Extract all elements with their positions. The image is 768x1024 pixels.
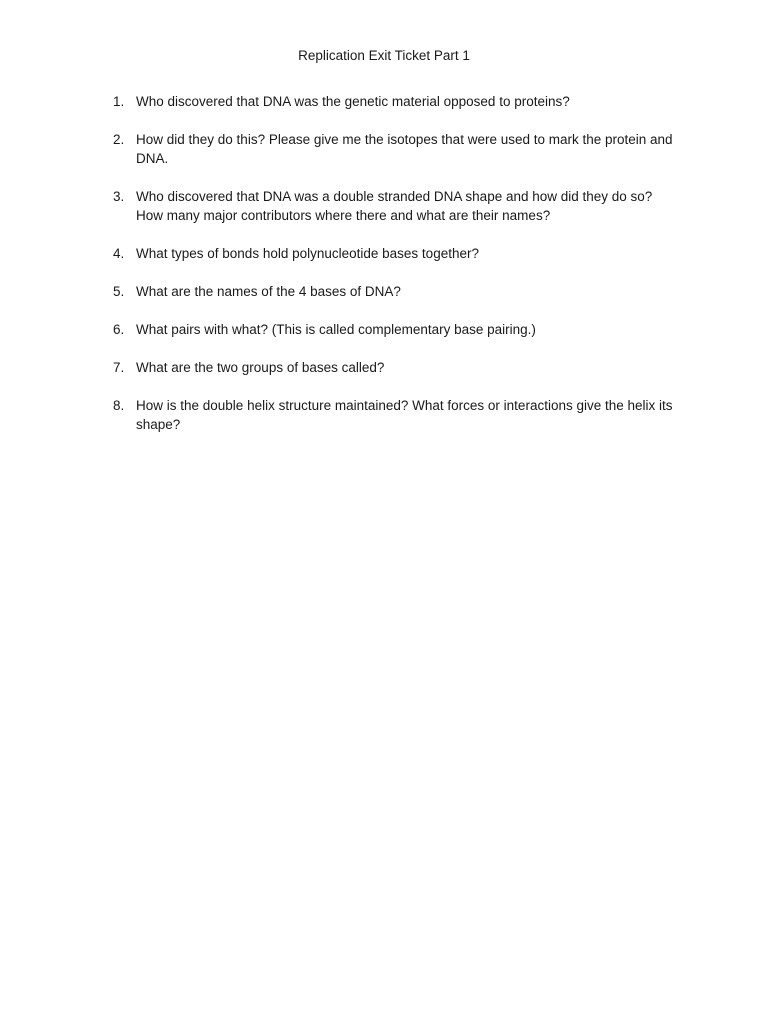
question-number: 8.	[113, 398, 125, 413]
document-title: Replication Exit Ticket Part 1	[298, 48, 470, 63]
question-item-1	[110, 92, 680, 111]
question-number: 3.	[113, 189, 125, 204]
question-number: 2.	[113, 132, 125, 147]
question-item-8	[110, 396, 680, 434]
question-item-2	[110, 130, 680, 168]
question-number: 1.	[113, 94, 125, 109]
question-text: How is the double helix structure maintained? What forces or interactions give the helix its shape?	[136, 398, 673, 432]
question-text: What are the two groups of bases called?	[136, 360, 385, 375]
question-item-5	[110, 282, 680, 301]
question-item-3	[110, 187, 680, 225]
question-text: What are the names of the 4 bases of DNA?	[136, 284, 401, 299]
question-text: What types of bonds hold polynucleotide bases together?	[136, 246, 479, 261]
question-item-7	[110, 358, 680, 377]
question-text: Who discovered that DNA was the genetic material opposed to proteins?	[136, 94, 570, 109]
question-number: 7.	[113, 360, 125, 375]
question-number: 6.	[113, 322, 125, 337]
question-text: How did they do this? Please give me the isotopes that were used to mark the protein and DNA.	[136, 132, 673, 166]
question-number: 5.	[113, 284, 125, 299]
question-text: What pairs with what? (This is called complementary base pairing.)	[136, 322, 536, 337]
question-number: 4.	[113, 246, 125, 261]
question-item-4	[110, 244, 680, 263]
question-text: Who discovered that DNA was a double stranded DNA shape and how did they do so? How many major contributors where there and what are their names?	[136, 189, 653, 223]
question-item-6	[110, 320, 680, 339]
question-list	[110, 92, 680, 453]
